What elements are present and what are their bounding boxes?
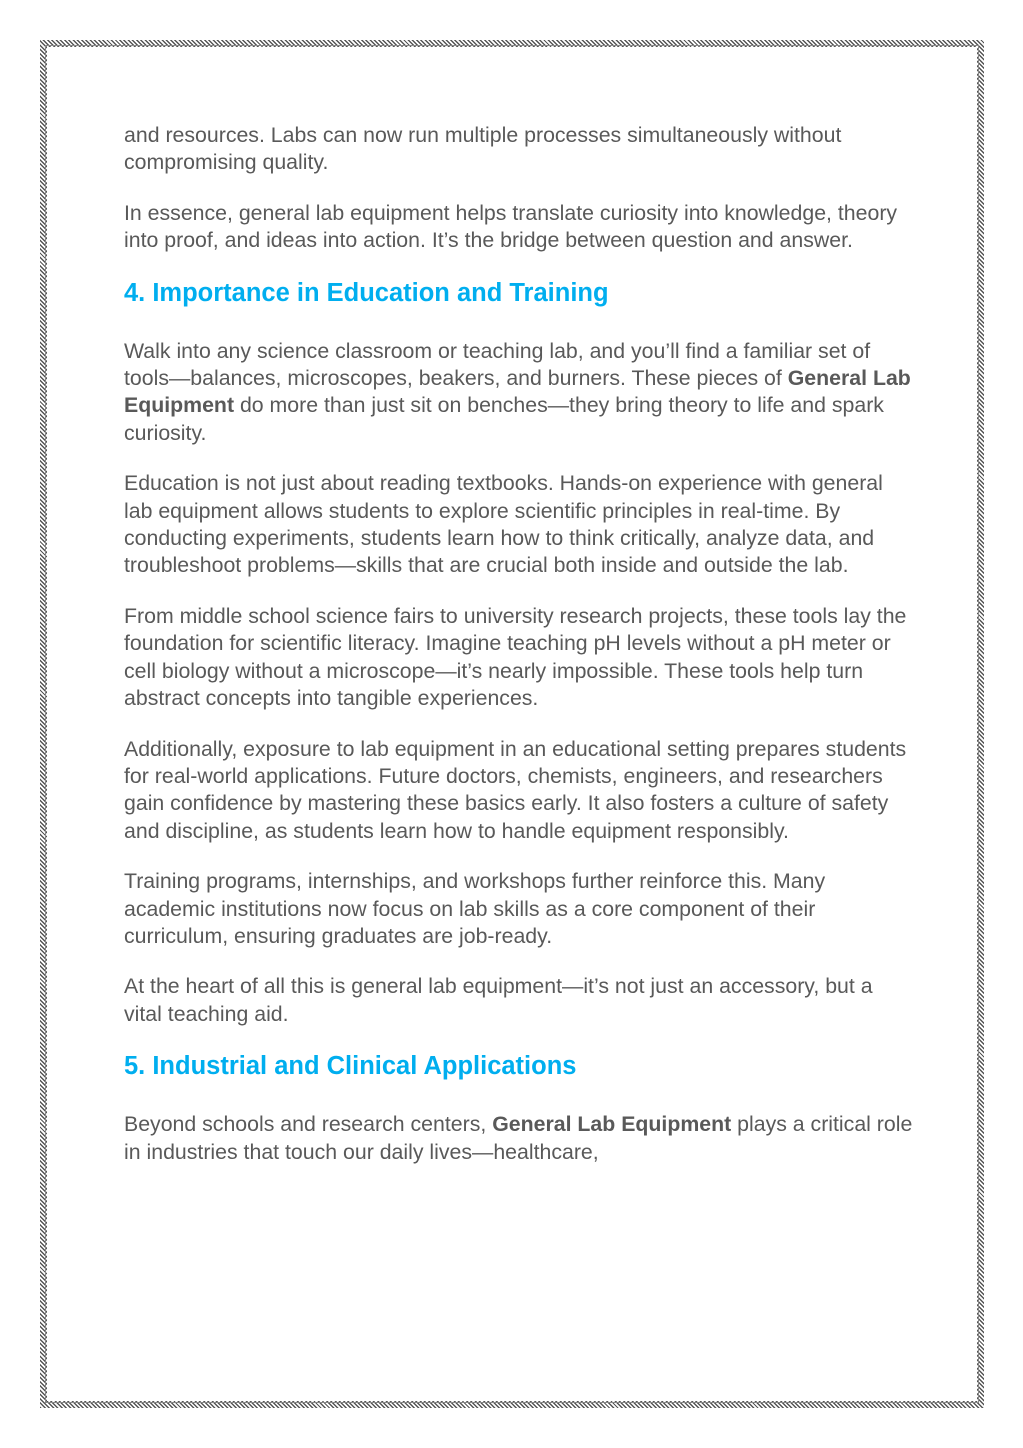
section-4-heading: 4. Importance in Education and Training (124, 278, 609, 307)
section-4-p1-text-after: do more than just sit on benches—they bring theory to life and spark curiosity. (124, 393, 884, 445)
document-body (124, 122, 914, 1189)
section-5-p1-bold: General Lab Equipment (492, 1112, 732, 1137)
section-4-paragraph-5: Training programs, internships, and workshops further reinforce this. Many academic institutions now focus on lab skills as a core component of their curriculum, ensuring graduates are job-ready. (124, 869, 826, 948)
section-4-paragraph-2: Education is not just about reading textbooks. Hands-on experience with general lab equipment allows students to explore scientific principles in real-time. By conducting experiments, students learn how to think critically, analyze data, and troubleshoot problems—skills that are crucial both inside and outside the lab. (124, 471, 883, 578)
section-5-p1-text-after: plays a critical role in industries that touch our daily lives—healthcare, (124, 1112, 913, 1164)
section-4-paragraph-6: At the heart of all this is general lab equipment—it’s not just an accessory, but a vital teaching aid. (124, 974, 873, 1026)
section-4-paragraph-3: From middle school science fairs to university research projects, these tools lay the foundation for scientific literacy. Imagine teaching pH levels without a pH meter or cell biology without a microscope—it’s nearly impossible. These tools help turn abstract concepts into tangible experiences. (124, 603, 907, 711)
section-5-heading: 5. Industrial and Clinical Applications (124, 1052, 577, 1081)
section-4-paragraph-1 (124, 338, 914, 448)
section-4-p1-bold: General Lab Equipment (124, 366, 911, 418)
intro-paragraph-2: In essence, general lab equipment helps translate curiosity into knowledge, theory into proof, and ideas into action. It’s the bridge between question and answer. (124, 200, 898, 253)
section-5-paragraph-1 (124, 1111, 914, 1166)
section-5-p1-text-before: Beyond schools and research centers, (124, 1112, 493, 1137)
section-4-paragraph-4: Additionally, exposure to lab equipment in an educational setting prepares students for real-world applications. Future doctors, chemists, engineers, and researchers gain confidence by mastering these basics early. It also fosters a culture of safety and discipline, as students learn how to handle equipment responsibly. (124, 736, 907, 843)
section-4-p1-text-before: Walk into any science classroom or teaching lab, and you’ll find a familiar set of tools—balances, microscopes, beakers, and burners. These pieces of (124, 338, 871, 391)
intro-paragraph-1: and resources. Labs can now run multiple processes simultaneously without compromising quality. (124, 123, 842, 175)
